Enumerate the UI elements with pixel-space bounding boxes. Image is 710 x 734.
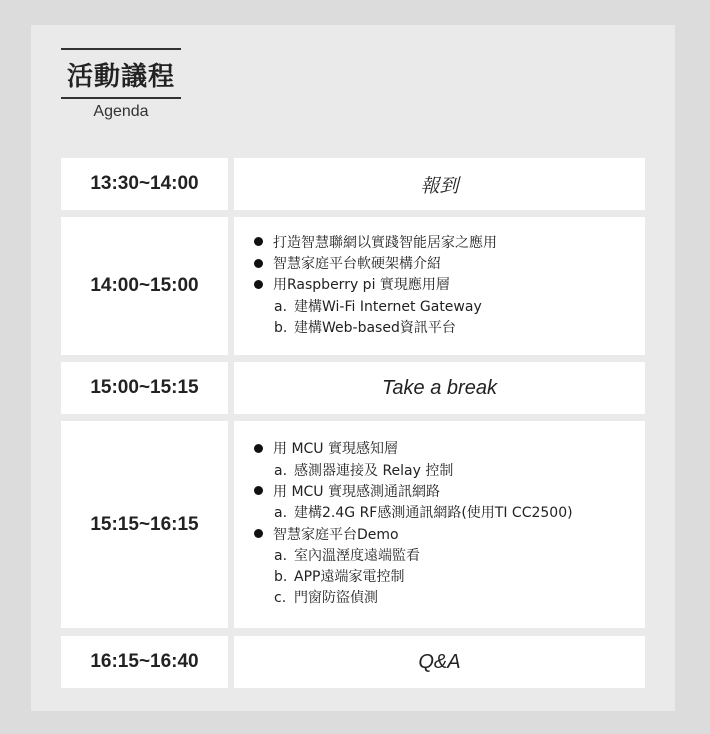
bullet-item bbox=[254, 439, 573, 460]
bullet-icon bbox=[254, 237, 263, 246]
session-items bbox=[254, 233, 497, 339]
bullet-icon bbox=[254, 444, 263, 453]
sub-text: 門窗防盜偵測 bbox=[294, 590, 378, 607]
sub-item bbox=[254, 588, 573, 609]
bullet-item bbox=[254, 275, 497, 296]
session-title: Q&A bbox=[418, 650, 461, 673]
sub-item bbox=[254, 503, 573, 524]
bullet-text: 用 MCU 實現感知層 bbox=[273, 441, 399, 458]
agenda-row bbox=[61, 217, 645, 355]
session-cell bbox=[234, 158, 645, 210]
sub-text: 建構Wi-Fi Internet Gateway bbox=[294, 298, 482, 315]
sub-mark: a. bbox=[274, 298, 288, 315]
time-cell: 13:30~14:00 bbox=[61, 158, 228, 210]
page-subtitle: Agenda bbox=[93, 103, 149, 120]
sub-item bbox=[254, 318, 497, 339]
bullet-text: 智慧家庭平台軟硬架構介紹 bbox=[273, 256, 441, 273]
sub-mark: b. bbox=[274, 319, 288, 336]
bullet-item bbox=[254, 233, 497, 254]
bullet-item bbox=[254, 482, 573, 503]
bullet-text: 智慧家庭平台Demo bbox=[273, 526, 399, 543]
session-title: Take a break bbox=[382, 376, 497, 399]
session-cell bbox=[234, 636, 645, 688]
session-cell bbox=[234, 362, 645, 414]
agenda-row bbox=[61, 158, 645, 210]
bullet-item bbox=[254, 525, 573, 546]
sub-mark: c. bbox=[274, 590, 287, 607]
sub-item bbox=[254, 461, 573, 482]
bullet-text: 用 MCU 實現感測通訊網路 bbox=[273, 483, 441, 500]
sub-mark: b. bbox=[274, 569, 288, 586]
sub-text: APP遠端家電控制 bbox=[294, 569, 405, 586]
time-cell: 15:00~15:15 bbox=[61, 362, 228, 414]
bullet-icon bbox=[254, 259, 263, 268]
sub-mark: a. bbox=[274, 547, 288, 564]
session-cell bbox=[234, 217, 645, 355]
sub-text: 建構2.4G RF感測通訊網路(使用TI CC2500) bbox=[294, 505, 573, 522]
time-cell: 15:15~16:15 bbox=[61, 421, 228, 628]
agenda-row bbox=[61, 636, 645, 688]
sub-mark: a. bbox=[274, 505, 288, 522]
bullet-text: 打造智慧聯網以實踐智能居家之應用 bbox=[273, 234, 497, 251]
bullet-icon bbox=[254, 280, 263, 289]
agenda-row bbox=[61, 362, 645, 414]
page-title: 活動議程 bbox=[61, 48, 181, 99]
sub-text: 室內溫溼度遠端監看 bbox=[294, 547, 420, 564]
sub-text: 建構Web-based資訊平台 bbox=[294, 319, 456, 336]
agenda-row bbox=[61, 421, 645, 628]
header bbox=[61, 48, 181, 121]
sub-item bbox=[254, 546, 573, 567]
sub-item bbox=[254, 297, 497, 318]
session-items bbox=[254, 439, 573, 609]
agenda-card bbox=[31, 25, 675, 711]
session-title: 報到 bbox=[420, 175, 459, 197]
sub-mark: a. bbox=[274, 462, 288, 479]
session-cell bbox=[234, 421, 645, 628]
sub-item bbox=[254, 567, 573, 588]
bullet-icon bbox=[254, 486, 263, 495]
time-cell: 16:15~16:40 bbox=[61, 636, 228, 688]
bullet-item bbox=[254, 254, 497, 275]
bullet-text: 用Raspberry pi 實現應用層 bbox=[273, 277, 450, 294]
sub-text: 感測器連接及 Relay 控制 bbox=[294, 462, 454, 479]
bullet-icon bbox=[254, 529, 263, 538]
time-cell: 14:00~15:00 bbox=[61, 217, 228, 355]
